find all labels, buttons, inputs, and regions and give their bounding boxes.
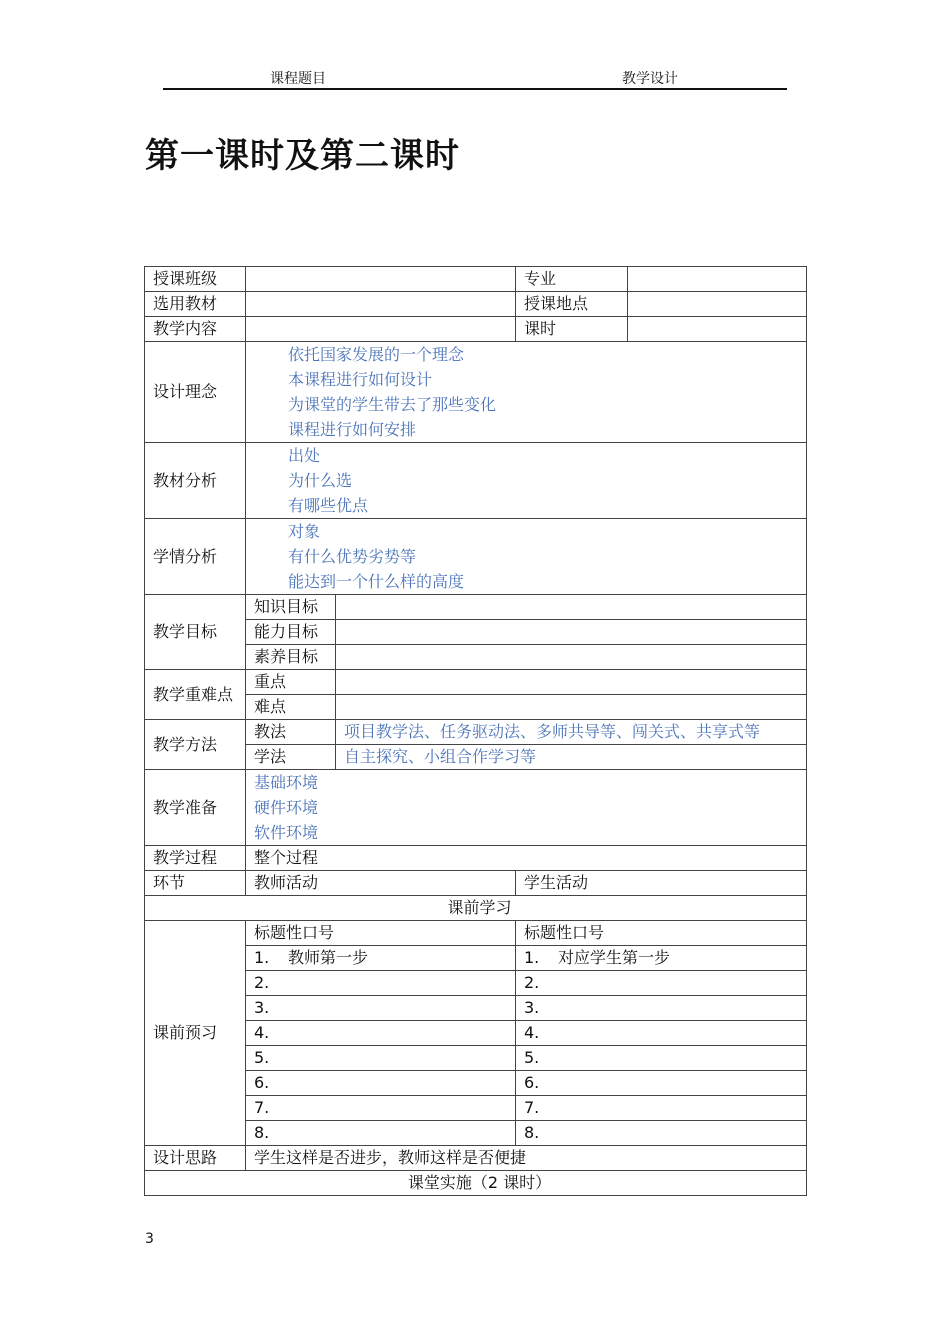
objective-knowledge: 知识目标 — [246, 595, 336, 620]
student-activity-header: 学生活动 — [516, 871, 807, 896]
learn-method-label: 学法 — [246, 745, 336, 770]
label-major: 专业 — [516, 267, 628, 292]
student-analysis-body — [246, 519, 807, 595]
preparation-line: 软件环境 — [254, 823, 319, 842]
student-step[interactable]: 7. — [516, 1096, 807, 1121]
teacher-step[interactable]: 2. — [246, 971, 516, 996]
teacher-step[interactable]: 8. — [246, 1121, 516, 1146]
teacher-step[interactable]: 3. — [246, 996, 516, 1021]
student-step[interactable]: 6. — [516, 1071, 807, 1096]
student-slogan: 标题性口号 — [516, 921, 807, 946]
objective-ability: 能力目标 — [246, 620, 336, 645]
learn-method-value: 自主探究、小组合作学习等 — [336, 745, 807, 770]
objective-knowledge-value[interactable] — [336, 595, 807, 620]
value-major[interactable] — [628, 267, 807, 292]
teacher-step[interactable]: 7. — [246, 1096, 516, 1121]
design-concept-line: 课程进行如何安排 — [288, 420, 417, 439]
student-step[interactable]: 1. 对应学生第一步 — [516, 946, 807, 971]
value-class[interactable] — [246, 267, 516, 292]
in-class-section-header: 课堂实施（2 课时） — [145, 1171, 807, 1196]
design-concept-line: 依托国家发展的一个理念 — [288, 345, 465, 364]
teacher-step[interactable]: 6. — [246, 1071, 516, 1096]
value-textbook[interactable] — [246, 292, 516, 317]
label-key-points: 教学重难点 — [145, 670, 246, 720]
material-analysis-line: 为什么选 — [288, 471, 353, 490]
page-title: 第一课时及第二课时 — [145, 136, 460, 176]
label-hours: 课时 — [516, 317, 628, 342]
label-objectives: 教学目标 — [145, 595, 246, 670]
teacher-activity-header: 教师活动 — [246, 871, 516, 896]
value-content[interactable] — [246, 317, 516, 342]
design-concept-line: 为课堂的学生带去了那些变化 — [288, 395, 497, 414]
difficult-point: 难点 — [246, 695, 336, 720]
stage-header: 环节 — [145, 871, 246, 896]
preparation-line: 基础环境 — [254, 773, 319, 792]
student-step[interactable]: 4. — [516, 1021, 807, 1046]
header-rule — [163, 88, 787, 90]
student-step[interactable]: 2. — [516, 971, 807, 996]
label-location: 授课地点 — [516, 292, 628, 317]
material-analysis-body — [246, 443, 807, 519]
teacher-slogan: 标题性口号 — [246, 921, 516, 946]
teacher-step[interactable]: 4. — [246, 1021, 516, 1046]
teach-method-value: 项目教学法、任务驱动法、多师共导等、闯关式、共享式等 — [336, 720, 807, 745]
label-process: 教学过程 — [145, 846, 246, 871]
student-step[interactable]: 8. — [516, 1121, 807, 1146]
value-location[interactable] — [628, 292, 807, 317]
design-concept-body — [246, 342, 807, 443]
material-analysis-line: 有哪些优点 — [288, 496, 369, 515]
label-preparation: 教学准备 — [145, 770, 246, 846]
teacher-step[interactable]: 5. — [246, 1046, 516, 1071]
student-analysis-line: 对象 — [288, 522, 321, 541]
objective-ability-value[interactable] — [336, 620, 807, 645]
key-point-value[interactable] — [336, 670, 807, 695]
label-preview: 课前预习 — [145, 921, 246, 1146]
difficult-point-value[interactable] — [336, 695, 807, 720]
lesson-plan-table — [144, 266, 807, 1196]
label-design-idea: 设计思路 — [145, 1146, 246, 1171]
label-student-analysis: 学情分析 — [145, 519, 246, 595]
student-step[interactable]: 5. — [516, 1046, 807, 1071]
pre-class-section-header: 课前学习 — [145, 896, 807, 921]
preparation-body — [246, 770, 807, 846]
teach-method-label: 教法 — [246, 720, 336, 745]
page-number: 3 — [145, 1231, 154, 1247]
process-value: 整个过程 — [246, 846, 807, 871]
key-point: 重点 — [246, 670, 336, 695]
label-methods: 教学方法 — [145, 720, 246, 770]
label-design-concept: 设计理念 — [145, 342, 246, 443]
label-class: 授课班级 — [145, 267, 246, 292]
label-content: 教学内容 — [145, 317, 246, 342]
teacher-step[interactable]: 1. 教师第一步 — [246, 946, 516, 971]
student-step[interactable]: 3. — [516, 996, 807, 1021]
design-concept-line: 本课程进行如何设计 — [288, 370, 433, 389]
objective-literacy-value[interactable] — [336, 645, 807, 670]
student-analysis-line: 有什么优势劣势等 — [288, 547, 417, 566]
preparation-line: 硬件环境 — [254, 798, 319, 817]
design-idea-value: 学生这样是否进步，教师这样是否便捷 — [246, 1146, 807, 1171]
value-hours[interactable] — [628, 317, 807, 342]
material-analysis-line: 出处 — [288, 446, 321, 465]
header-right: 教学设计 — [622, 71, 678, 87]
student-analysis-line: 能达到一个什么样的高度 — [288, 572, 465, 591]
label-textbook: 选用教材 — [145, 292, 246, 317]
objective-literacy: 素养目标 — [246, 645, 336, 670]
header-left: 课程题目 — [270, 71, 326, 87]
label-material-analysis: 教材分析 — [145, 443, 246, 519]
